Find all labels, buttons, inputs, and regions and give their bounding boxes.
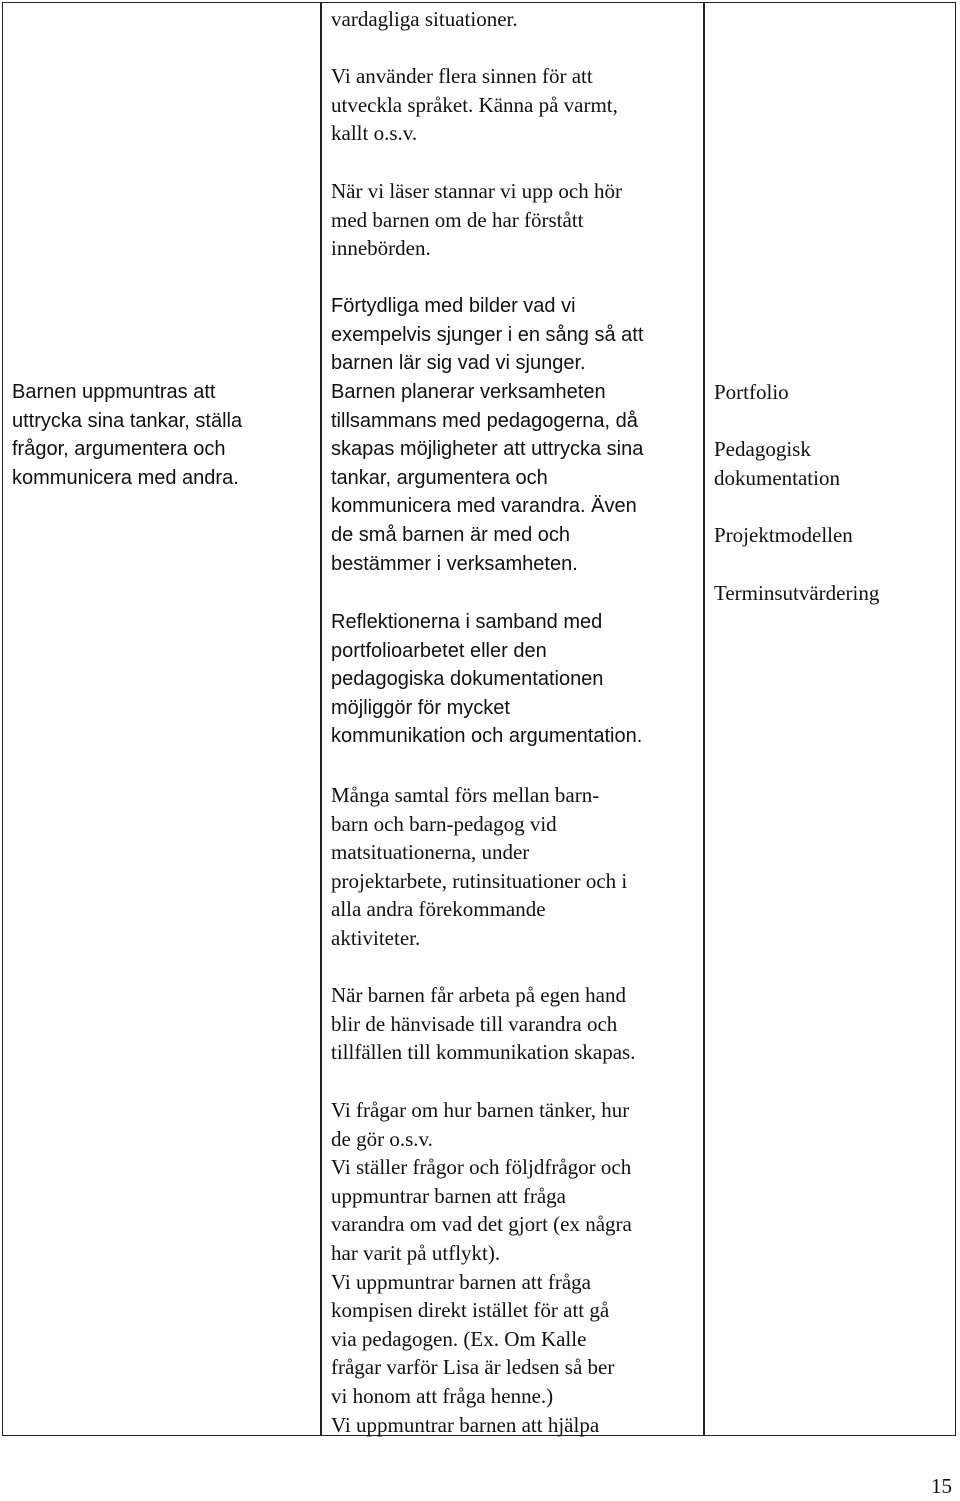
activity-paragraph: Barnen planerar verksamheten tillsammans med pedagogerna, då skapas möjligheter att uttrycka sina tankar, argumentera och kommunicera med varandra. Även de små barnen är med och bestämmer i verksamheten. [331,381,644,575]
activity-paragraph: Förtydliga med bilder vad vi exempelvis sjunger i en sång så att barnen lär sig vad vi sjunger. [331,295,644,375]
table-column-divider [320,2,322,1436]
method-item: Terminsutvärdering [714,581,880,605]
page-number: 15 [931,1474,952,1498]
activity-paragraph: När barnen får arbeta på egen hand blir de hänvisade till varandra och tillfällen till kommunikation skapas. [331,983,636,1065]
activity-paragraph: vardagliga situationer. [331,7,518,31]
method-item: Pedagogisk dokumentation [714,437,840,490]
method-item: Portfolio [714,380,789,404]
goal-cell [12,378,312,492]
method-item: Projektmodellen [714,523,853,547]
activity-paragraph: Vi frågar om hur barnen tänker, hur de gör o.s.v. Vi ställer frågor och följdfrågor och uppmuntrar barnen att fråga varandra om vad det gjort (ex några har varit på utflykt). Vi uppmuntrar barnen att fråga kompisen direkt istället för att gå via pedagogen. (Ex. Om Kalle frågar varför Lisa är ledsen så ber vi honom att fråga henne.) Vi uppmuntrar barnen att hjälpa [331,1098,632,1437]
activity-paragraph: Reflektionerna i samband med portfolioarbetet eller den pedagogiska dokumentationen möjliggör för mycket kommunikation och argumentation. [331,611,643,748]
goal-text: Barnen uppmuntras att uttrycka sina tankar, ställa frågor, argumentera och kommunicera med andra. [12,381,243,489]
activity-paragraph: När vi läser stannar vi upp och hör med barnen om de har förstått innebörden. [331,179,622,261]
activity-paragraph: Många samtal förs mellan barn- barn och barn-pedagog vid matsituationerna, under projektarbete, rutinsituationer och i alla andra förekommande aktiviteter. [331,783,628,950]
activity-paragraph: Vi använder flera sinnen för att utveckla språket. Känna på varmt, kallt o.s.v. [331,64,618,146]
table-column-divider [703,2,705,1436]
